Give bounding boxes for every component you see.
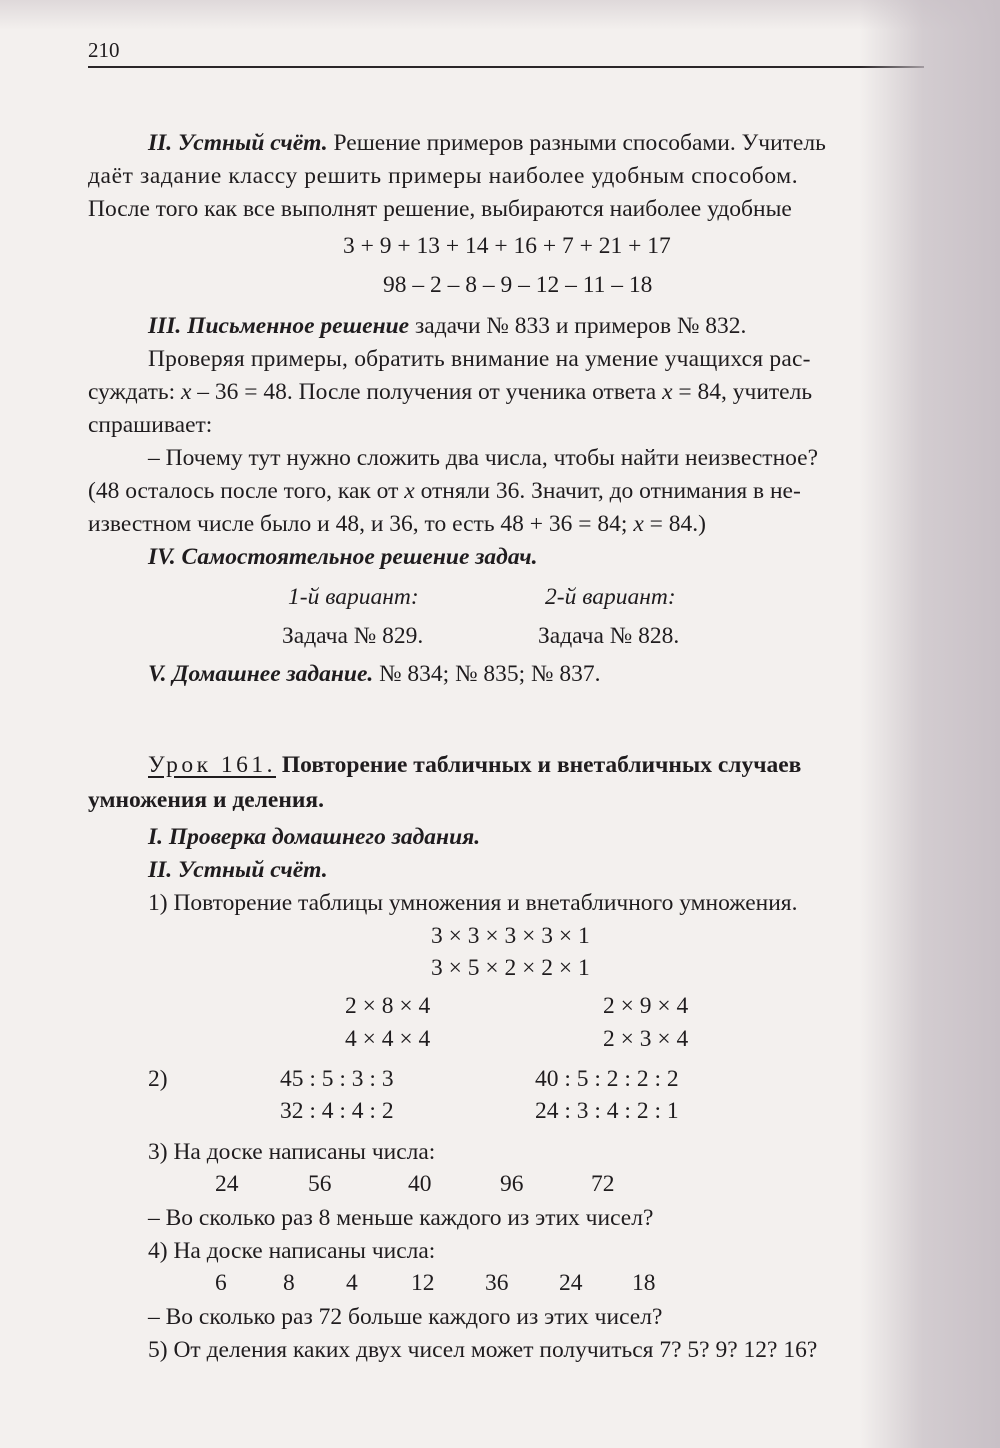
section3-rest: задачи № 833 и примеров № 832. (409, 313, 747, 339)
p2-text-a: суждать: (88, 379, 181, 405)
section2-text1: Решение примеров разными способами. Учитель (327, 130, 826, 156)
question4: 4) На доске написаны числа: (148, 1238, 436, 1264)
number-item: 6 (215, 1270, 227, 1296)
div-expr-1-left: 45 : 5 : 3 : 3 (280, 1066, 394, 1092)
number-item: 96 (500, 1171, 524, 1197)
page-number: 210 (88, 38, 120, 62)
numbers-row-3 (215, 1169, 615, 1199)
section3-p4: – Почему тут нужно сложить два числа, чтобы найти неизвестное? (148, 445, 819, 471)
mult-expr-2: 3 × 5 × 2 × 2 × 1 (431, 955, 590, 981)
binding-shadow (860, 0, 1000, 1448)
number-item: 72 (591, 1171, 615, 1197)
section5-title: V. Домашнее задание. (148, 661, 374, 687)
number-item: 36 (485, 1270, 509, 1296)
div-expr-2-right: 24 : 3 : 4 : 2 : 1 (535, 1098, 679, 1124)
p6-var-x: x (633, 511, 644, 537)
number-item: 40 (408, 1171, 432, 1197)
p5-text-b: отняли 36. Значит, до отнимания в не- (414, 478, 801, 504)
section3-heading (148, 311, 746, 341)
p5-var-x: x (404, 478, 415, 504)
mult-expr-3-left: 2 × 8 × 4 (345, 993, 431, 1019)
variant2-label: 2-й вариант: (545, 584, 676, 610)
section5-line (148, 659, 600, 689)
section3-p5 (88, 476, 801, 506)
mult-expr-4-left: 4 × 4 × 4 (345, 1026, 431, 1052)
number-item: 18 (632, 1270, 656, 1296)
p2-text-c: = 84, учитель (672, 379, 813, 405)
number-item: 24 (215, 1171, 239, 1197)
header-rule (88, 66, 924, 68)
question3: 3) На доске написаны числа: (148, 1139, 436, 1165)
lesson-title-part1: Повторение табличных и внетабличных случаев (276, 752, 802, 778)
lesson-item2: II. Устный счёт. (148, 857, 328, 883)
div-expr-2-left: 32 : 4 : 4 : 2 (280, 1098, 394, 1124)
number-item: 8 (283, 1270, 295, 1296)
mult-expr-4-right: 2 × 3 × 4 (603, 1026, 689, 1052)
section2-line2: даёт задание классу решить примеры наиболее удобным способом. (88, 163, 799, 189)
section5-rest: № 834; № 835; № 837. (373, 661, 601, 687)
p2-var-x: x (180, 379, 192, 405)
mult-expr-1: 3 × 3 × 3 × 3 × 1 (431, 923, 590, 949)
number-item: 12 (411, 1270, 435, 1296)
div-expr-1-right: 40 : 5 : 2 : 2 : 2 (535, 1066, 679, 1092)
expression-sum: 3 + 9 + 13 + 14 + 16 + 7 + 21 + 17 (343, 233, 671, 259)
question4-text: – Во сколько раз 72 больше каждого из этих чисел? (148, 1304, 663, 1330)
p2-text-b: – 36 = 48. После получения от ученика ответа (191, 379, 663, 405)
variant2-task: Задача № 828. (538, 623, 680, 649)
page-top-shadow (0, 0, 1000, 30)
question3-text: – Во сколько раз 8 меньше каждого из этих чисел? (148, 1205, 654, 1231)
p5-text-a: (48 осталось после того, как от (88, 478, 405, 504)
p2-var-x2: x (662, 379, 673, 405)
numbers-row-4 (215, 1268, 656, 1298)
question5: 5) От деления каких двух чисел может получиться 7? 5? 9? 12? 16? (148, 1337, 818, 1363)
lesson-label: Урок 161. (148, 752, 276, 778)
p6-text-a: известном числе было и 48, и 36, то есть 48 + 36 = 84; (88, 511, 634, 537)
section2-title: II. Устный счёт. (148, 130, 328, 156)
lesson-title-part2: умножения и деления. (88, 787, 324, 813)
mult-expr-3-right: 2 × 9 × 4 (603, 993, 689, 1019)
section3-p2 (88, 377, 812, 407)
section4-title: IV. Самостоятельное решение задач. (148, 544, 538, 570)
variant1-task: Задача № 829. (282, 623, 424, 649)
section3-p6 (88, 509, 706, 539)
number-item: 4 (346, 1270, 358, 1296)
question1: 1) Повторение таблицы умножения и внетабличного умножения. (148, 890, 798, 916)
number-item: 56 (308, 1171, 332, 1197)
variant1-label: 1-й вариант: (288, 584, 419, 610)
question2-number: 2) (148, 1066, 168, 1092)
section3-title: III. Письменное решение (148, 313, 410, 339)
number-item: 24 (559, 1270, 583, 1296)
expression-difference: 98 – 2 – 8 – 9 – 12 – 11 – 18 (383, 272, 653, 298)
section2-line1 (148, 128, 826, 158)
section3-p1: Проверяя примеры, обратить внимание на умение учащихся рас- (148, 346, 811, 372)
lesson-heading (148, 750, 801, 780)
lesson-item1: I. Проверка домашнего задания. (148, 824, 481, 850)
section3-p3: спрашивает: (88, 412, 213, 438)
section2-line3: После того как все выполнят решение, выбираются наиболее удобные (88, 196, 792, 222)
p6-text-b: = 84.) (643, 511, 706, 537)
